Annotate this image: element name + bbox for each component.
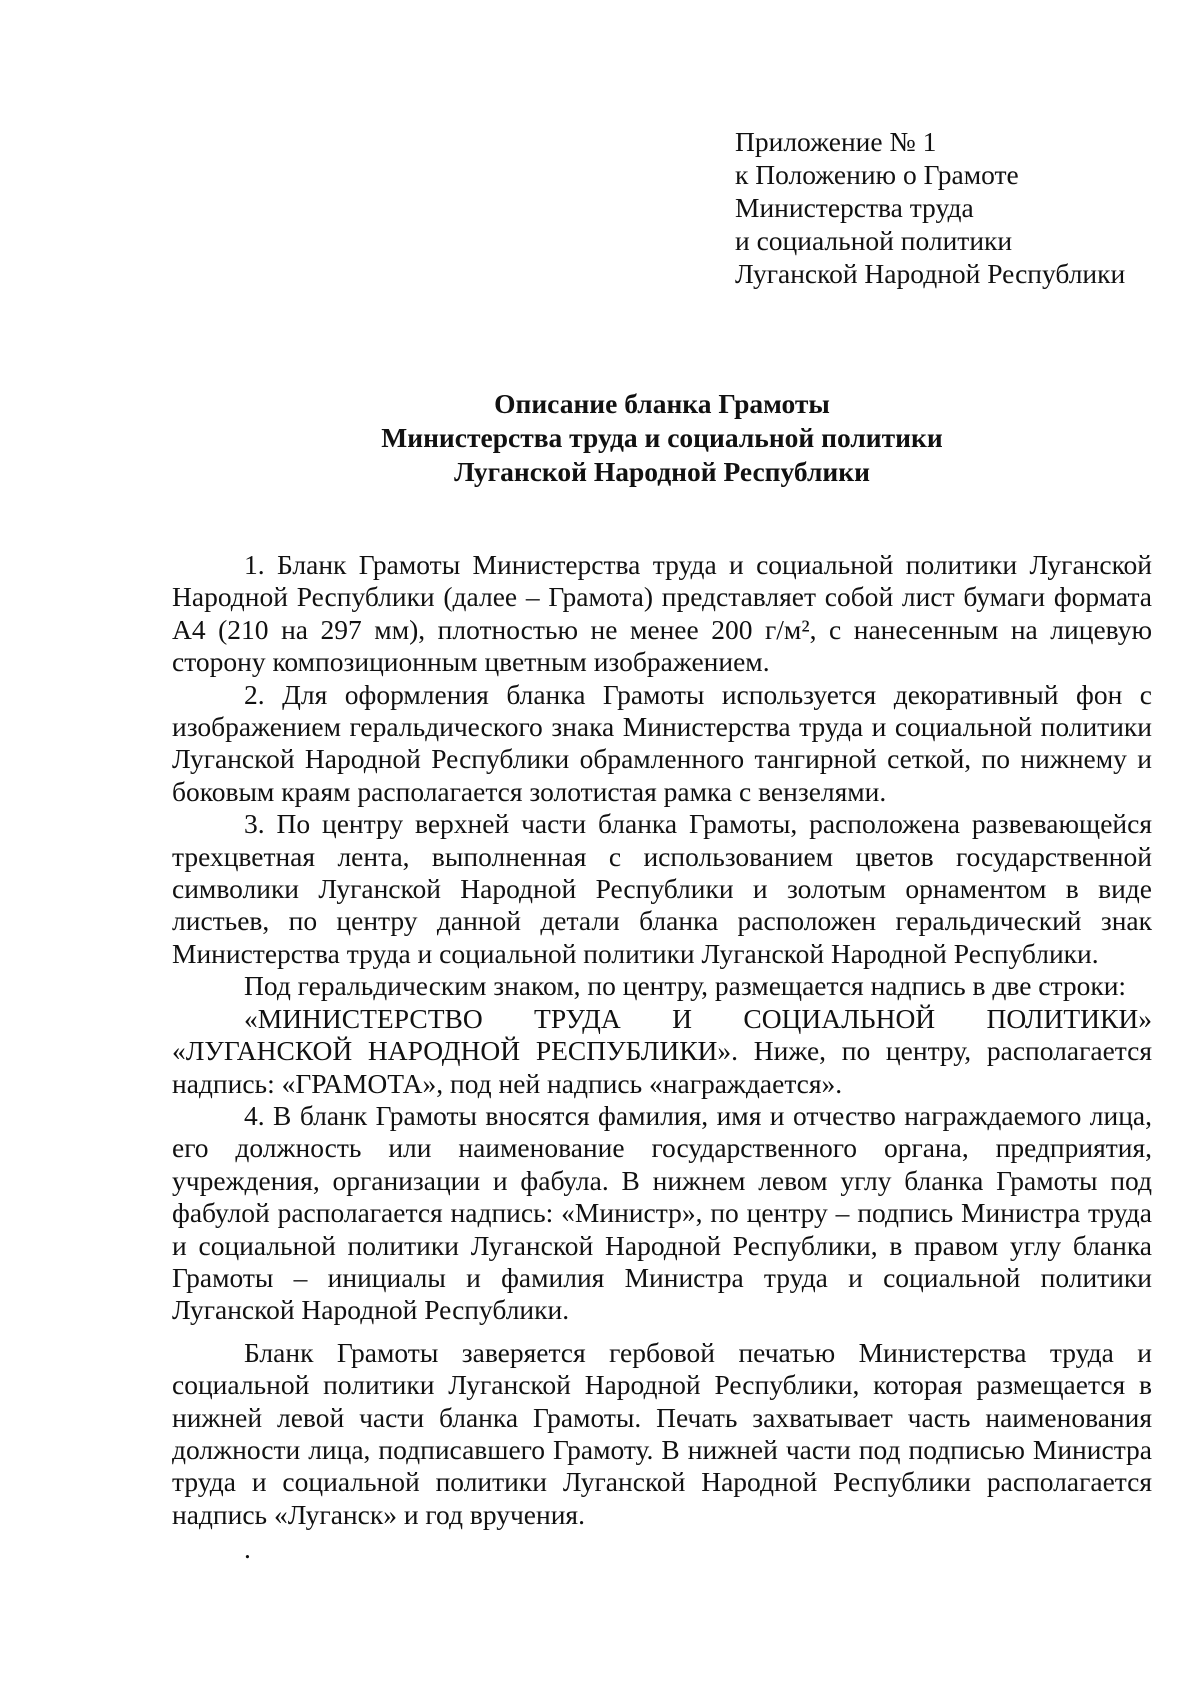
paragraph-1: 1. Бланк Грамоты Министерства труда и социальной политики Луганской Народной Республики (далее – Грамота) представляет собой лист бумаги формата А4 (210 на 297 мм), плотностью не менее 200 г/м², с нанесенным на лицевую сторону композиционным цветным изображением. (172, 549, 1152, 678)
appendix-line: Луганской Народной Республики (735, 258, 1126, 289)
title-line: Луганской Народной Республики (454, 456, 870, 487)
appendix-line: Приложение № 1 (735, 126, 937, 157)
paragraph-3: 3. По центру верхней части бланка Грамоты, расположена развевающейся трехцветная лента, выполненная с использованием цветов государственной символики Луганской Народной Республики и золотым орнаментом в виде листьев, по центру данной детали бланка расположен геральдический знак Министерства труда и социальной политики Луганской Народной Республики. (172, 808, 1152, 969)
paragraph-inscription-intro: Под геральдическим знаком, по центру, размещается надпись в две строки: (244, 970, 1127, 1002)
appendix-line: и социальной политики (735, 225, 1013, 256)
document-title (172, 387, 1152, 489)
paragraph-seal: Бланк Грамоты заверяется гербовой печатью Министерства труда и социальной политики Луганской Народной Республики, которая размещается в нижней левой части бланка Грамоты. Печать захватывает часть наименования должности лица, подписавшего Грамоту. В нижней части под подписью Министра труда и социальной политики Луганской Народной Республики располагается надпись «Луганск» и год вручения. (172, 1336, 1152, 1530)
document-body (172, 549, 1152, 1531)
paragraph-4: 4. В бланк Грамоты вносятся фамилия, имя и отчество награждаемого лица, его должность или наименование государственного органа, предприятия, учреждения, организации и фабула. В нижнем левом углу бланка Грамоты под фабулой располагается надпись: «Министр», по центру – подпись Министра труда и социальной политики Луганской Народной Республики, в правом углу бланка Грамоты – инициалы и фамилия Министра труда и социальной политики Луганской Народной Республики. (172, 1099, 1152, 1326)
appendix-line: Министерства труда (735, 192, 974, 223)
title-line: Министерства труда и социальной политики (381, 422, 943, 453)
footer-dot: . (244, 1533, 251, 1564)
paragraph-inscription: «МИНИСТЕРСТВО ТРУДА И СОЦИАЛЬНОЙ ПОЛИТИКИ» «ЛУГАНСКОЙ НАРОДНОЙ РЕСПУБЛИКИ». Ниже, по центру, располагается надпись: «ГРАМОТА», под ней надпись «награждается». (172, 1002, 1152, 1099)
title-line: Описание бланка Грамоты (494, 388, 830, 419)
paragraph-2: 2. Для оформления бланка Грамоты используется декоративный фон с изображением геральдического знака Министерства труда и социальной политики Луганской Народной Республики обрамленного тангирной сеткой, по нижнему и боковым краям располагается золотистая рамка с вензелями. (172, 678, 1152, 807)
appendix-header (735, 125, 1175, 290)
appendix-line: к Положению о Грамоте (735, 159, 1019, 190)
